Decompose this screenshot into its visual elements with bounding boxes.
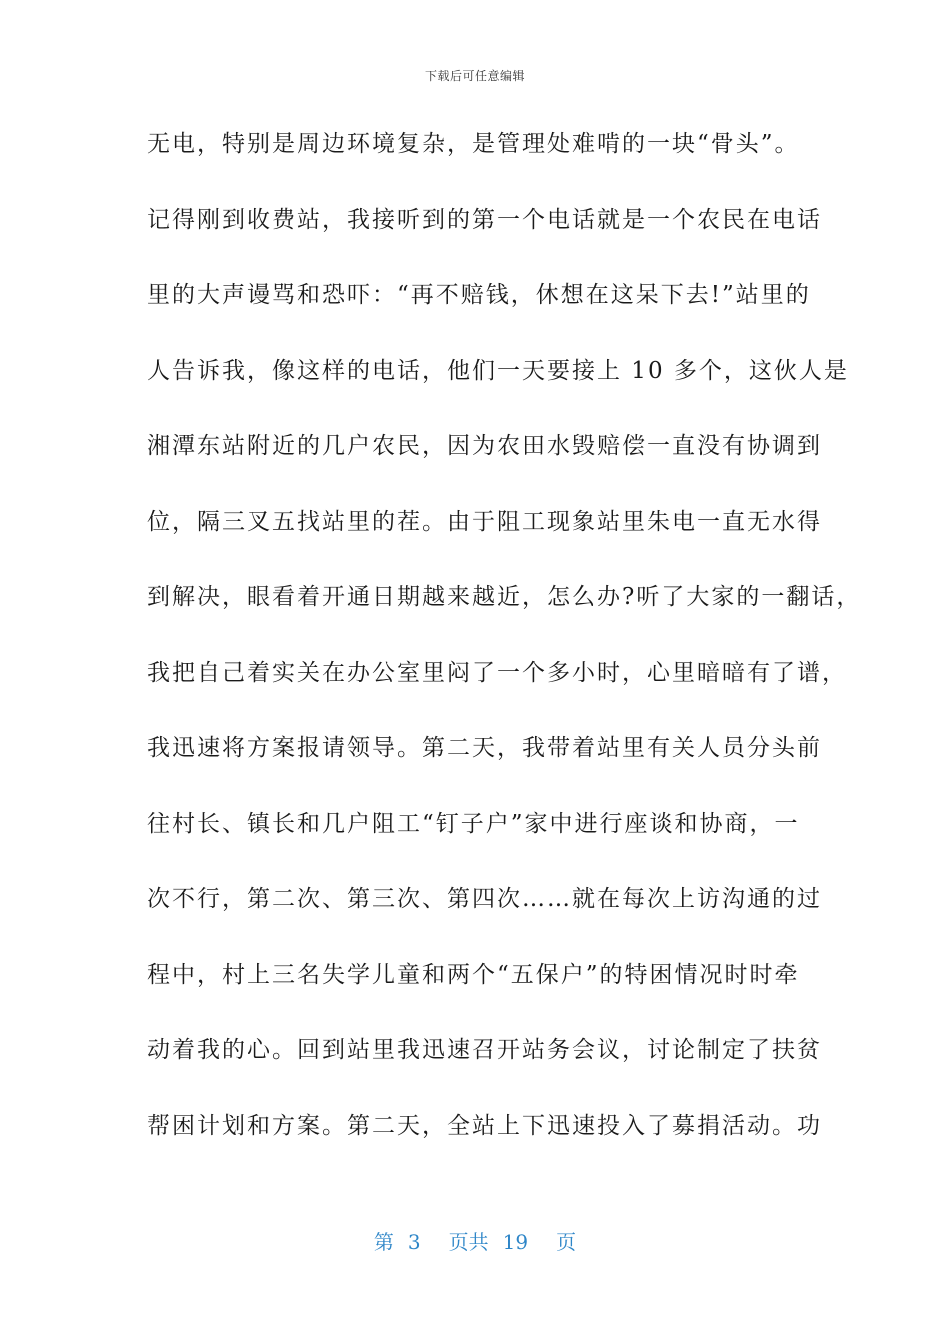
- body-line: 程中，村上三名失学儿童和两个“五保户”的特困情况时时牵: [147, 961, 800, 988]
- body-line: 我把自己着实关在办公室里闷了一个多小时，心里暗暗有了谱，: [147, 659, 847, 686]
- page-footer: [0, 1226, 950, 1255]
- body-line: 帮困计划和方案。第二天，全站上下迅速投入了募捐活动。功: [147, 1112, 822, 1139]
- body-line: 无电，特别是周边环境复杂，是管理处难啃的一块“骨头”。: [147, 131, 800, 157]
- page-prefix: 第: [373, 1230, 394, 1254]
- body-line: 我迅速将方案报请领导。第二天，我带着站里有关人员分头前: [147, 735, 822, 761]
- body-line: 到解决，眼看着开通日期越来越近，怎么办?听了大家的一翻话，: [147, 584, 862, 610]
- body-line: 记得刚到收费站，我接听到的第一个电话就是一个农民在电话: [147, 206, 822, 233]
- document-body: [147, 124, 862, 1181]
- body-line: 湘潭东站附近的几户农民，因为农田水毁赔偿一直没有协调到: [147, 433, 822, 459]
- page-mid-label: 页共: [448, 1230, 489, 1254]
- body-line: 里的大声谩骂和恐吓：“再不赔钱，休想在这呆下去!”站里的: [147, 282, 811, 308]
- page-suffix: 页: [556, 1230, 577, 1254]
- header-note: 下载后可任意编辑: [424, 69, 525, 83]
- body-line: 位，隔三叉五找站里的茬。由于阻工现象站里朱电一直无水得: [147, 508, 822, 535]
- body-line: 往村长、镇长和几户阻工“钉子户”家中进行座谈和协商，一: [147, 810, 800, 837]
- total-pages-number: 19: [502, 1230, 529, 1254]
- body-line: 人告诉我，像这样的电话，他们一天要接上 10 多个，这伙人是: [147, 357, 849, 384]
- body-line: 次不行，第二次、第三次、第四次……就在每次上访沟通的过: [147, 886, 822, 912]
- current-page-number: 3: [407, 1230, 421, 1254]
- body-line: 动着我的心。回到站里我迅速召开站务会议，讨论制定了扶贫: [147, 1037, 822, 1063]
